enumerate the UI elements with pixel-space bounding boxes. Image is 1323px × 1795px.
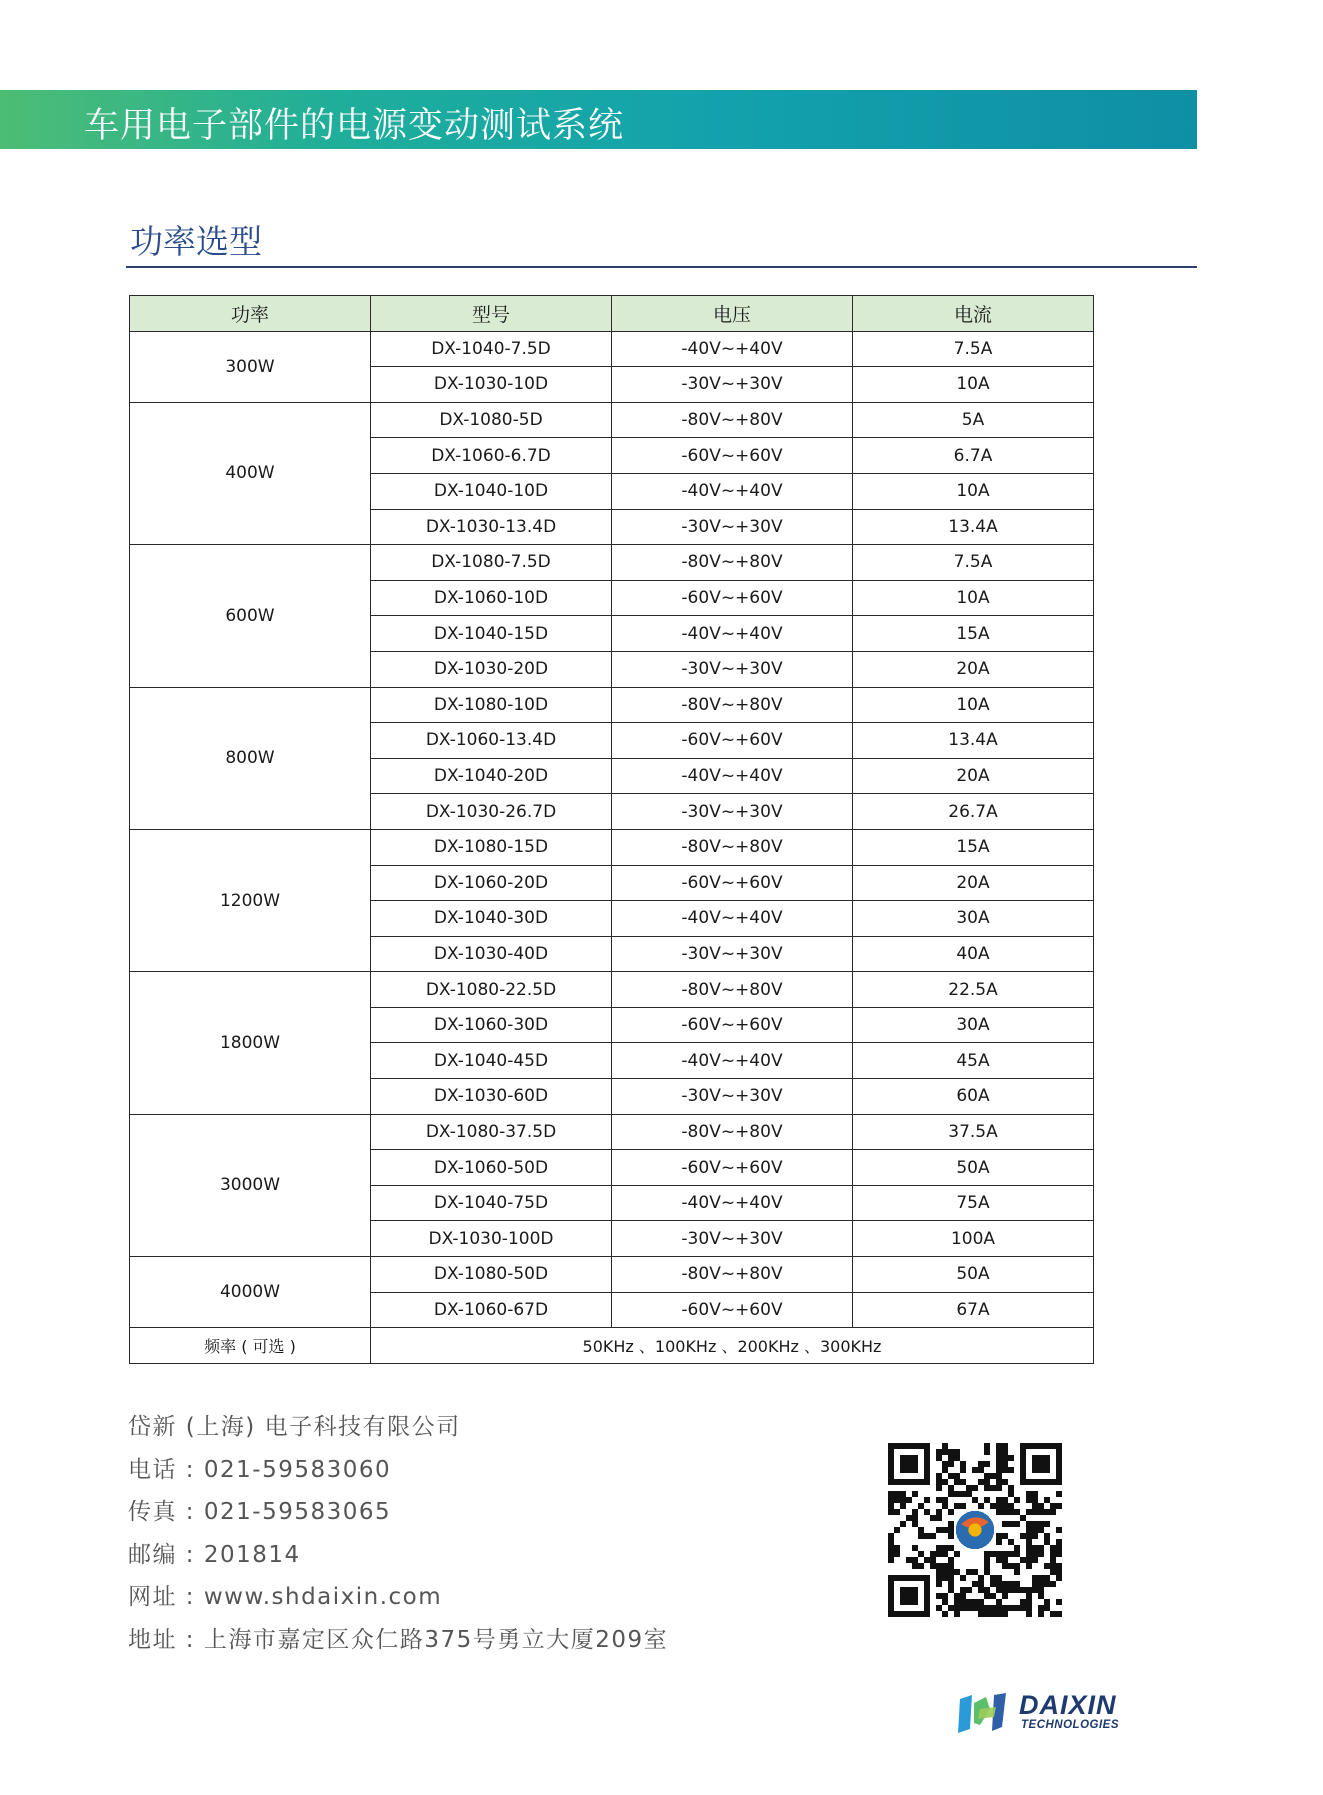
current-cell: 10A <box>853 473 1094 509</box>
current-cell: 20A <box>853 758 1094 794</box>
power-cell: 4000W <box>130 1257 371 1328</box>
voltage-cell: -30V~+30V <box>612 367 853 403</box>
current-cell: 15A <box>853 616 1094 652</box>
power-cell: 1200W <box>130 829 371 971</box>
model-cell: DX-1060-50D <box>371 1150 612 1186</box>
table-row <box>130 1257 1094 1293</box>
model-cell: DX-1040-20D <box>371 758 612 794</box>
table-body <box>130 331 1094 1328</box>
table-row <box>130 331 1094 367</box>
voltage-cell: -40V~+40V <box>612 758 853 794</box>
voltage-cell: -40V~+40V <box>612 616 853 652</box>
current-cell: 15A <box>853 829 1094 865</box>
company-name: 岱新 (上海) 电子科技有限公司 <box>128 1414 461 1440</box>
voltage-cell: -40V~+40V <box>612 473 853 509</box>
model-cell: DX-1030-13.4D <box>371 509 612 545</box>
model-cell: DX-1060-67D <box>371 1292 612 1328</box>
website: 网址 : www.shdaixin.com <box>128 1584 443 1610</box>
model-cell: DX-1060-10D <box>371 580 612 616</box>
current-cell: 13.4A <box>853 509 1094 545</box>
address: 地址 : 上海市嘉定区众仁路375号勇立大厦209室 <box>128 1626 669 1653</box>
model-cell: DX-1060-30D <box>371 1007 612 1043</box>
voltage-cell: -80V~+80V <box>612 402 853 438</box>
current-cell: 26.7A <box>853 794 1094 830</box>
voltage-cell: -30V~+30V <box>612 1079 853 1115</box>
table-row <box>130 829 1094 865</box>
current-cell: 22.5A <box>853 972 1094 1008</box>
voltage-cell: -40V~+40V <box>612 1043 853 1079</box>
frequency-row <box>130 1328 1094 1364</box>
fax-number: 传真 : 021-59583065 <box>128 1499 392 1525</box>
voltage-cell: -30V~+30V <box>612 509 853 545</box>
model-cell: DX-1080-15D <box>371 829 612 865</box>
voltage-cell: -80V~+80V <box>612 1114 853 1150</box>
col-header-voltage: 电压 <box>612 296 853 332</box>
model-cell: DX-1040-45D <box>371 1043 612 1079</box>
logo-wordmark: DAIXIN <box>1019 1690 1117 1720</box>
model-cell: DX-1040-10D <box>371 473 612 509</box>
page-title: 车用电子部件的电源变动测试系统 <box>84 106 625 146</box>
current-cell: 7.5A <box>853 545 1094 581</box>
current-cell: 10A <box>853 367 1094 403</box>
current-cell: 7.5A <box>853 331 1094 367</box>
voltage-cell: -60V~+60V <box>612 580 853 616</box>
phone-number: 电话 : 021-59583060 <box>128 1456 392 1483</box>
voltage-cell: -80V~+80V <box>612 972 853 1008</box>
contact-block <box>128 1408 668 1663</box>
model-cell: DX-1030-10D <box>371 367 612 403</box>
table-row <box>130 1114 1094 1150</box>
current-cell: 5A <box>853 402 1094 438</box>
current-cell: 75A <box>853 1185 1094 1221</box>
current-cell: 67A <box>853 1292 1094 1328</box>
current-cell: 45A <box>853 1043 1094 1079</box>
voltage-cell: -40V~+40V <box>612 331 853 367</box>
model-cell: DX-1040-15D <box>371 616 612 652</box>
current-cell: 6.7A <box>853 438 1094 474</box>
model-cell: DX-1080-10D <box>371 687 612 723</box>
current-cell: 13.4A <box>853 723 1094 759</box>
current-cell: 20A <box>853 651 1094 687</box>
current-cell: 30A <box>853 1007 1094 1043</box>
table-header-row <box>130 296 1094 332</box>
voltage-cell: -80V~+80V <box>612 687 853 723</box>
table-row <box>130 545 1094 581</box>
header-banner <box>0 90 1197 149</box>
current-cell: 100A <box>853 1221 1094 1257</box>
power-cell: 400W <box>130 402 371 544</box>
model-cell: DX-1080-7.5D <box>371 545 612 581</box>
power-cell: 3000W <box>130 1114 371 1256</box>
col-header-current: 电流 <box>853 296 1094 332</box>
model-cell: DX-1060-20D <box>371 865 612 901</box>
model-cell: DX-1030-100D <box>371 1221 612 1257</box>
current-cell: 10A <box>853 687 1094 723</box>
model-cell: DX-1080-5D <box>371 402 612 438</box>
model-cell: DX-1060-6.7D <box>371 438 612 474</box>
voltage-cell: -40V~+40V <box>612 1185 853 1221</box>
power-cell: 1800W <box>130 972 371 1114</box>
model-cell: DX-1080-22.5D <box>371 972 612 1008</box>
model-cell: DX-1080-50D <box>371 1257 612 1293</box>
logo-subtitle: TECHNOLOGIES <box>1021 1719 1120 1731</box>
current-cell: 40A <box>853 936 1094 972</box>
table-row <box>130 972 1094 1008</box>
frequency-value: 50KHz 、100KHz 、200KHz 、300KHz <box>371 1328 1094 1364</box>
current-cell: 37.5A <box>853 1114 1094 1150</box>
col-header-power: 功率 <box>130 296 371 332</box>
table-row <box>130 687 1094 723</box>
section-title: 功率选型 <box>130 222 262 261</box>
power-cell: 800W <box>130 687 371 829</box>
voltage-cell: -30V~+30V <box>612 936 853 972</box>
voltage-cell: -80V~+80V <box>612 545 853 581</box>
voltage-cell: -60V~+60V <box>612 438 853 474</box>
model-cell: DX-1030-20D <box>371 651 612 687</box>
model-cell: DX-1040-30D <box>371 901 612 937</box>
voltage-cell: -60V~+60V <box>612 723 853 759</box>
model-cell: DX-1030-60D <box>371 1079 612 1115</box>
voltage-cell: -30V~+30V <box>612 1221 853 1257</box>
model-cell: DX-1040-75D <box>371 1185 612 1221</box>
table-row <box>130 402 1094 438</box>
voltage-cell: -80V~+80V <box>612 829 853 865</box>
voltage-cell: -80V~+80V <box>612 1257 853 1293</box>
voltage-cell: -60V~+60V <box>612 1292 853 1328</box>
model-cell: DX-1080-37.5D <box>371 1114 612 1150</box>
postcode: 邮编 : 201814 <box>128 1541 301 1568</box>
power-cell: 600W <box>130 545 371 687</box>
current-cell: 60A <box>853 1079 1094 1115</box>
voltage-cell: -30V~+30V <box>612 651 853 687</box>
section-divider <box>126 266 1197 268</box>
model-cell: DX-1030-40D <box>371 936 612 972</box>
current-cell: 50A <box>853 1257 1094 1293</box>
voltage-cell: -60V~+60V <box>612 1150 853 1186</box>
current-cell: 50A <box>853 1150 1094 1186</box>
qr-code-icon <box>888 1443 1062 1617</box>
current-cell: 10A <box>853 580 1094 616</box>
model-cell: DX-1030-26.7D <box>371 794 612 830</box>
model-cell: DX-1040-7.5D <box>371 331 612 367</box>
current-cell: 20A <box>853 865 1094 901</box>
frequency-label: 频率 ( 可选 ) <box>130 1328 371 1364</box>
col-header-model: 型号 <box>371 296 612 332</box>
voltage-cell: -60V~+60V <box>612 1007 853 1043</box>
voltage-cell: -40V~+40V <box>612 901 853 937</box>
model-cell: DX-1060-13.4D <box>371 723 612 759</box>
current-cell: 30A <box>853 901 1094 937</box>
power-spec-table <box>129 295 1094 1364</box>
voltage-cell: -30V~+30V <box>612 794 853 830</box>
power-cell: 300W <box>130 331 371 402</box>
voltage-cell: -60V~+60V <box>612 865 853 901</box>
